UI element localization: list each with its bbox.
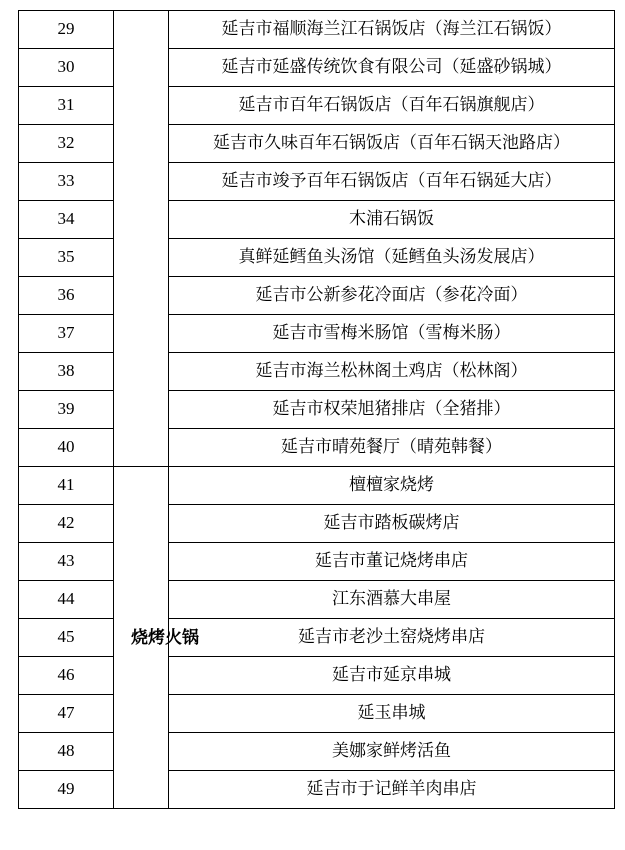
table-row: [19, 49, 615, 87]
row-index: 33: [19, 163, 114, 201]
table-row: [19, 429, 615, 467]
row-name: 美娜家鲜烤活鱼: [169, 733, 615, 771]
row-name: 延玉串城: [169, 695, 615, 733]
table-row: [19, 87, 615, 125]
row-name: 延吉市延京串城: [169, 657, 615, 695]
row-index: 46: [19, 657, 114, 695]
row-index: 40: [19, 429, 114, 467]
table-row: [19, 201, 615, 239]
table-row: [19, 581, 615, 619]
row-name: 木浦石锅饭: [169, 201, 615, 239]
table-row: [19, 543, 615, 581]
category-cell-group-2: [114, 467, 199, 809]
table-row: [19, 353, 615, 391]
row-index: 44: [19, 581, 114, 619]
row-name: 延吉市权荣旭猪排店（全猪排）: [169, 391, 615, 429]
row-index: 30: [19, 49, 114, 87]
table-row: [19, 277, 615, 315]
row-name: 延吉市晴苑餐厅（晴苑韩餐）: [169, 429, 615, 467]
table-row: [19, 467, 615, 505]
category-cell-group-1: [114, 11, 169, 467]
table-row: [19, 695, 615, 733]
row-name: 延吉市久味百年石锅饭店（百年石锅天池路店）: [169, 125, 615, 163]
row-index: 34: [19, 201, 114, 239]
row-index: 47: [19, 695, 114, 733]
table-row: [19, 11, 615, 49]
row-index: 32: [19, 125, 114, 163]
row-name: 延吉市竣予百年石锅饭店（百年石锅延大店）: [169, 163, 615, 201]
row-index: 29: [19, 11, 114, 49]
table-body: [19, 11, 615, 809]
table-row: [19, 163, 615, 201]
row-index: 31: [19, 87, 114, 125]
row-name: 江东酒慕大串屋: [169, 581, 615, 619]
table-row: [19, 771, 615, 809]
row-index: 37: [19, 315, 114, 353]
table-row: [19, 505, 615, 543]
row-index: 41: [19, 467, 114, 505]
row-index: 49: [19, 771, 114, 809]
row-index: 36: [19, 277, 114, 315]
row-index: 35: [19, 239, 114, 277]
table-row: [19, 315, 615, 353]
row-index: 39: [19, 391, 114, 429]
row-index: 48: [19, 733, 114, 771]
row-name: 延吉市海兰松林阁土鸡店（松林阁）: [169, 353, 615, 391]
row-name: 真鲜延鳕鱼头汤馆（延鳕鱼头汤发展店）: [169, 239, 615, 277]
row-name: 延吉市百年石锅饭店（百年石锅旗舰店）: [169, 87, 615, 125]
row-name: 延吉市于记鲜羊肉串店: [169, 771, 615, 809]
table-row: [19, 619, 615, 657]
row-name: 檀檀家烧烤: [169, 467, 615, 505]
row-index: 38: [19, 353, 114, 391]
table-row: [19, 125, 615, 163]
row-name: 延吉市延盛传统饮食有限公司（延盛砂锅城）: [169, 49, 615, 87]
restaurant-listing-table: [18, 10, 615, 809]
row-index: 45: [19, 619, 114, 657]
row-index: 43: [19, 543, 114, 581]
row-name: 延吉市董记烧烤串店: [169, 543, 615, 581]
row-name: 延吉市福顺海兰江石锅饭店（海兰江石锅饭）: [169, 11, 615, 49]
table-row: [19, 657, 615, 695]
row-name: 延吉市老沙土窑烧烤串店: [169, 619, 615, 657]
row-name: 延吉市公新参花冷面店（参花冷面）: [169, 277, 615, 315]
category-label: 烧烤火锅: [131, 627, 199, 647]
table-row: [19, 391, 615, 429]
table-row: [19, 239, 615, 277]
table-row: [19, 733, 615, 771]
row-name: 延吉市踏板碳烤店: [169, 505, 615, 543]
row-index: 42: [19, 505, 114, 543]
row-name: 延吉市雪梅米肠馆（雪梅米肠）: [169, 315, 615, 353]
